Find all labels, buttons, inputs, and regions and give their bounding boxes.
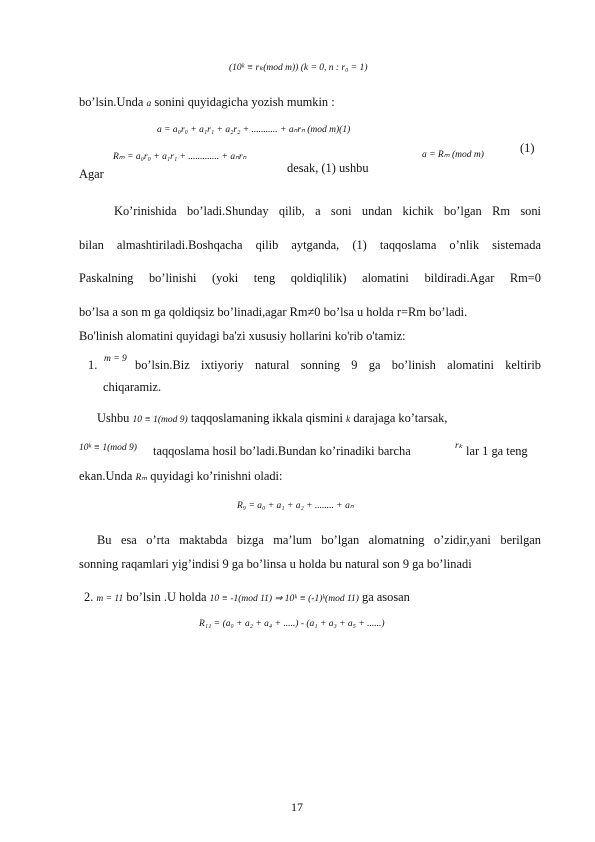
math-m9: m = 9 xyxy=(104,354,127,364)
formula-r11: R₁₁ = (a₀ + a₂ + a₄ + .....) - (a₁ + a₃ + a₅ + ......) xyxy=(199,619,385,629)
line-ushbu xyxy=(97,410,447,428)
line-bolsin-unda xyxy=(79,94,335,112)
item1-number: 1. xyxy=(88,358,98,372)
bu-esa-line2: sonning raqamlari yig’indisi 9 ga bo’linsa u holda bu natural son 9 ga bo’linadi xyxy=(79,557,472,571)
formula-r9: R₉ = a₀ + a₁ + a₂ + ........ + aₙ xyxy=(237,501,354,511)
math-rm: Rₘ xyxy=(135,473,148,483)
math-rk: rₖ xyxy=(455,441,463,451)
math-10-mod11: 10 ≡ -1(mod 11) ⇒ 10ᵏ ≡ (-1)ᵏ(mod 11) xyxy=(209,594,359,604)
line-item2 xyxy=(84,589,410,607)
text-taqqoslamaning: taqqoslamaning ikkala qismini xyxy=(190,411,343,425)
math-k: k xyxy=(346,415,351,425)
text-ga-asosan: ga asosan xyxy=(362,590,410,604)
text-taqqoslama-hosil: taqqoslama hosil bo’ladi.Bundan ko’rinadiki barcha xyxy=(153,444,411,458)
math-a: a xyxy=(146,99,152,109)
text-darajaga: darajaga ko’tarsak, xyxy=(353,411,448,425)
text-bolsin-unda: bo’lsin.Unda xyxy=(79,95,144,109)
math-10-mod9: 10 ≡ 1(mod 9) xyxy=(132,415,188,425)
item1-text: bo’lsin.Biz ixtiyoriy natural sonning 9 ga bo’linish alomatini keltirib xyxy=(135,358,541,372)
formula-a-expansion: a = a₀r₀ + a₁r₁ + a₂r₂ + ........... + aₙrₙ (mod m)(1) xyxy=(157,125,351,135)
text-sonini: sonini quyidagicha yozish mumkin : xyxy=(154,95,335,109)
bu-esa-line1: Bu esa o’rta maktabda bizga ma’lum bo’lgan alomatning o’zidir,yani berilgan xyxy=(97,533,541,547)
para1-line1: Ko’rinishida bo’ladi.Shunday qilib, a soni undan kichik bo’lgan Rm soni xyxy=(114,204,541,218)
math-m11: m = 11 xyxy=(96,594,124,604)
formula-top: (10ᵏ ≡ rₖ(mod m)) (k = 0, n : r₀ = 1) xyxy=(229,63,368,73)
math-10k-mod9: 10ᵏ ≡ 1(mod 9) xyxy=(79,443,137,453)
text-quyidagi: quyidagi ko’rinishni oladi: xyxy=(150,469,283,483)
formula-a-eq-rm: a = Rₘ (mod m) xyxy=(422,150,484,160)
para1-line4: bo’lsa a son m ga qoldiqsiz bo’linadi,agar Rm≠0 bo’lsa u holda r=Rm bo’ladi. xyxy=(79,305,468,319)
page-number: 17 xyxy=(291,800,303,814)
text-ekan-unda: ekan.Unda xyxy=(79,469,133,483)
para1-line2: bilan almashtiriladi.Boshqacha qilib aytganda, (1) taqqoslama o’nlik sistemada xyxy=(79,238,541,252)
para2: Bo'linish alomatini quyidagi ba'zi xususiy hollarini ko'rib o'tamiz: xyxy=(79,329,406,343)
text-lar-1: lar 1 ga teng xyxy=(466,444,528,458)
text-ushbu: Ushbu xyxy=(97,411,130,425)
item2-number: 2. xyxy=(84,590,94,604)
formula-rm: Rₘ = a₀r₀ + a₁r₁ + ............. + aₙrₙ xyxy=(113,152,247,162)
para1-line3: Paskalning bo’linishi (yoki teng qoldiqlilik) alomatini bildiradi.Agar Rm=0 xyxy=(79,271,541,285)
text-bolsin-u-holda: bo’lsin .U holda xyxy=(126,590,207,604)
equation-number: (1) xyxy=(520,141,535,155)
line-ekan xyxy=(79,468,282,486)
text-agar: Agar xyxy=(79,167,104,181)
item1-text-cont: chiqaramiz. xyxy=(103,380,162,394)
text-desak: desak, (1) ushbu xyxy=(287,161,369,175)
